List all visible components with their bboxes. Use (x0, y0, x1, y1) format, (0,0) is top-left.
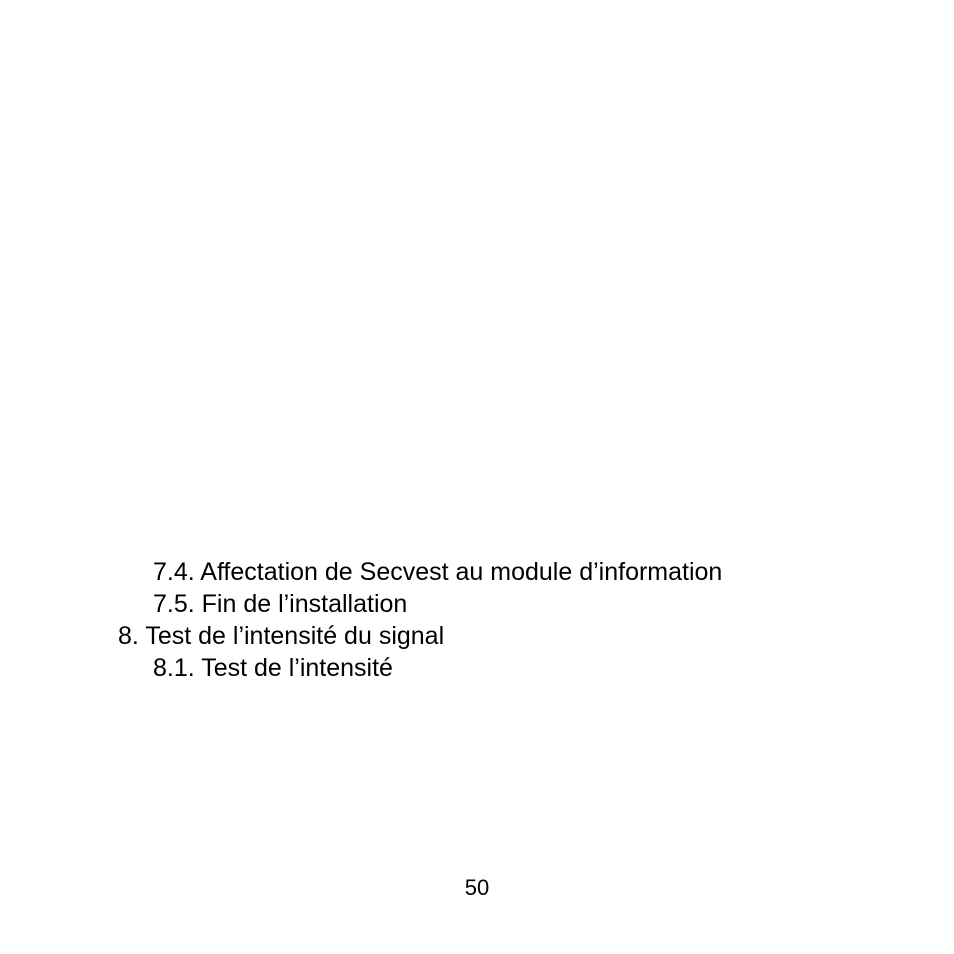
page-number: 50 (464, 875, 490, 900)
toc-entry-8: 8. Test de l’intensité du signal (118, 622, 445, 650)
toc-entry-7-5: 7.5. Fin de l’installation (153, 590, 408, 618)
toc-entry-7-4: 7.4. Affectation de Secvest au module d’information (153, 558, 723, 586)
toc-entry-8-1: 8.1. Test de l’intensité (153, 654, 393, 682)
